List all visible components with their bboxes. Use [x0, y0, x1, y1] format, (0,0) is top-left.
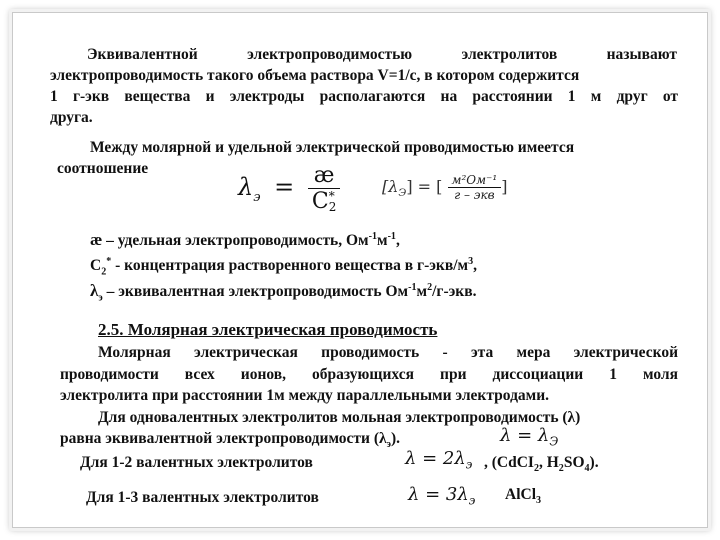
sub: 4 — [584, 463, 590, 475]
row-1-2-examples — [484, 452, 599, 479]
row-1-3-example — [505, 484, 541, 511]
text: – эквивалентная электропроводимость Ом — [102, 283, 409, 301]
c-symbol: C — [90, 257, 102, 275]
text: ). — [390, 430, 401, 447]
formula-equivalent-conductivity — [238, 163, 340, 214]
formula-sub: э — [465, 457, 473, 472]
text: - концентрация растворенного вещества в г-экв/м — [111, 257, 469, 275]
word: электролитов — [461, 46, 558, 63]
den-scripts — [329, 191, 337, 213]
formula-sub: э — [253, 189, 261, 205]
sub: 3 — [536, 495, 542, 507]
text: , H — [538, 454, 559, 471]
sub: э — [386, 439, 391, 451]
formula-eq: = — [274, 173, 295, 201]
text: , (CdCI — [484, 454, 534, 471]
text: 1 г-экв вещества и электроды располагаются на расстоянии 1 м друг от — [50, 88, 678, 105]
denominator-symbol: C — [311, 189, 329, 214]
formula-sub: Э — [549, 434, 559, 449]
formula-lambda-2 — [405, 448, 472, 472]
units-fraction — [448, 173, 502, 202]
formula-sub: э — [468, 493, 476, 508]
den-sub: 2 — [328, 200, 337, 214]
word: электропроводимостью — [247, 46, 413, 63]
units-mid: ] = [ — [406, 177, 443, 196]
units-close: ] — [501, 177, 508, 196]
formula-numerator: æ — [313, 163, 335, 188]
text: равна эквивалентной электропроводимости (λ — [60, 430, 387, 447]
units-numerator: м²Ом⁻¹ — [451, 173, 498, 187]
text: м — [377, 232, 388, 250]
text: , — [395, 232, 400, 250]
sup: -1 — [368, 231, 378, 242]
paragraph-1-line-1 — [87, 44, 677, 65]
text: /г-экв. — [432, 283, 477, 301]
units-lhs-sub: Э — [398, 187, 407, 200]
formula-fraction — [308, 163, 340, 214]
paragraph-3-line-3: электролита при расстоянии 1м между параллельными электродами. — [60, 387, 550, 404]
formula-text: λ = 2λ — [405, 448, 466, 469]
definition-lambda — [90, 277, 476, 308]
text: AlCl — [505, 486, 536, 503]
lambda-symbol: λ — [90, 281, 99, 301]
formula-text: λ = 3λ — [408, 484, 469, 505]
paragraph-3-line-2 — [60, 364, 678, 385]
sub: 2 — [101, 266, 107, 278]
paragraph-2-line-2: соотношение — [57, 160, 149, 177]
kappa-symbol: æ — [90, 230, 103, 250]
text: , — [473, 257, 477, 275]
paragraph-1-line-2: электропроводимость такого объема раствора V=1/с, в котором содержится — [50, 67, 580, 84]
word: называют — [606, 46, 678, 63]
sup: * — [106, 256, 112, 267]
formula-denominator — [308, 189, 340, 214]
text: – удельная электропроводимость, Ом — [102, 232, 369, 250]
formula-lambda-3 — [408, 484, 475, 508]
paragraph-1-line-3 — [50, 86, 678, 107]
sup: 3 — [468, 256, 474, 267]
text: проводимости всех ионов, образующихся при диссоциации 1 моля — [60, 366, 678, 383]
formula-units — [382, 173, 507, 202]
text: ). — [589, 454, 599, 471]
sub: э — [98, 292, 103, 304]
units-lhs: [λ — [382, 177, 399, 196]
formula-lambda-equals — [500, 425, 558, 449]
paragraph-1-line-4: друга. — [50, 109, 93, 126]
definition-kappa — [90, 226, 400, 251]
text: м — [416, 283, 428, 301]
section-heading: 2.5. Молярная электрическая проводимость — [98, 320, 438, 339]
text: Молярная электрическая проводимость - эта мера электрической — [98, 344, 678, 361]
den-sup: * — [328, 189, 335, 203]
paragraph-2-line-1: Между молярной и удельной электрической проводимостью имеется — [90, 139, 575, 156]
sup: -1 — [387, 231, 396, 242]
text: SO — [563, 454, 585, 471]
sub: 2 — [533, 463, 539, 475]
term-equivalent: Эквивалентной — [87, 46, 198, 63]
paragraph-3-line-4: Для одновалентных электролитов мольная электропроводимость (λ) — [98, 409, 581, 426]
row-1-3-label: Для 1-3 валентных электролитов — [86, 489, 319, 506]
paragraph-3-line-1 — [98, 342, 678, 363]
formula-lambda: λ — [238, 173, 254, 201]
sup: 2 — [427, 282, 433, 293]
row-1-2-label: Для 1-2 валентных электролитов — [80, 454, 313, 471]
sup: -1 — [408, 282, 417, 293]
sub: 2 — [558, 463, 564, 475]
formula-text: λ = λ — [500, 425, 550, 446]
units-denominator: г – экв — [454, 188, 495, 202]
